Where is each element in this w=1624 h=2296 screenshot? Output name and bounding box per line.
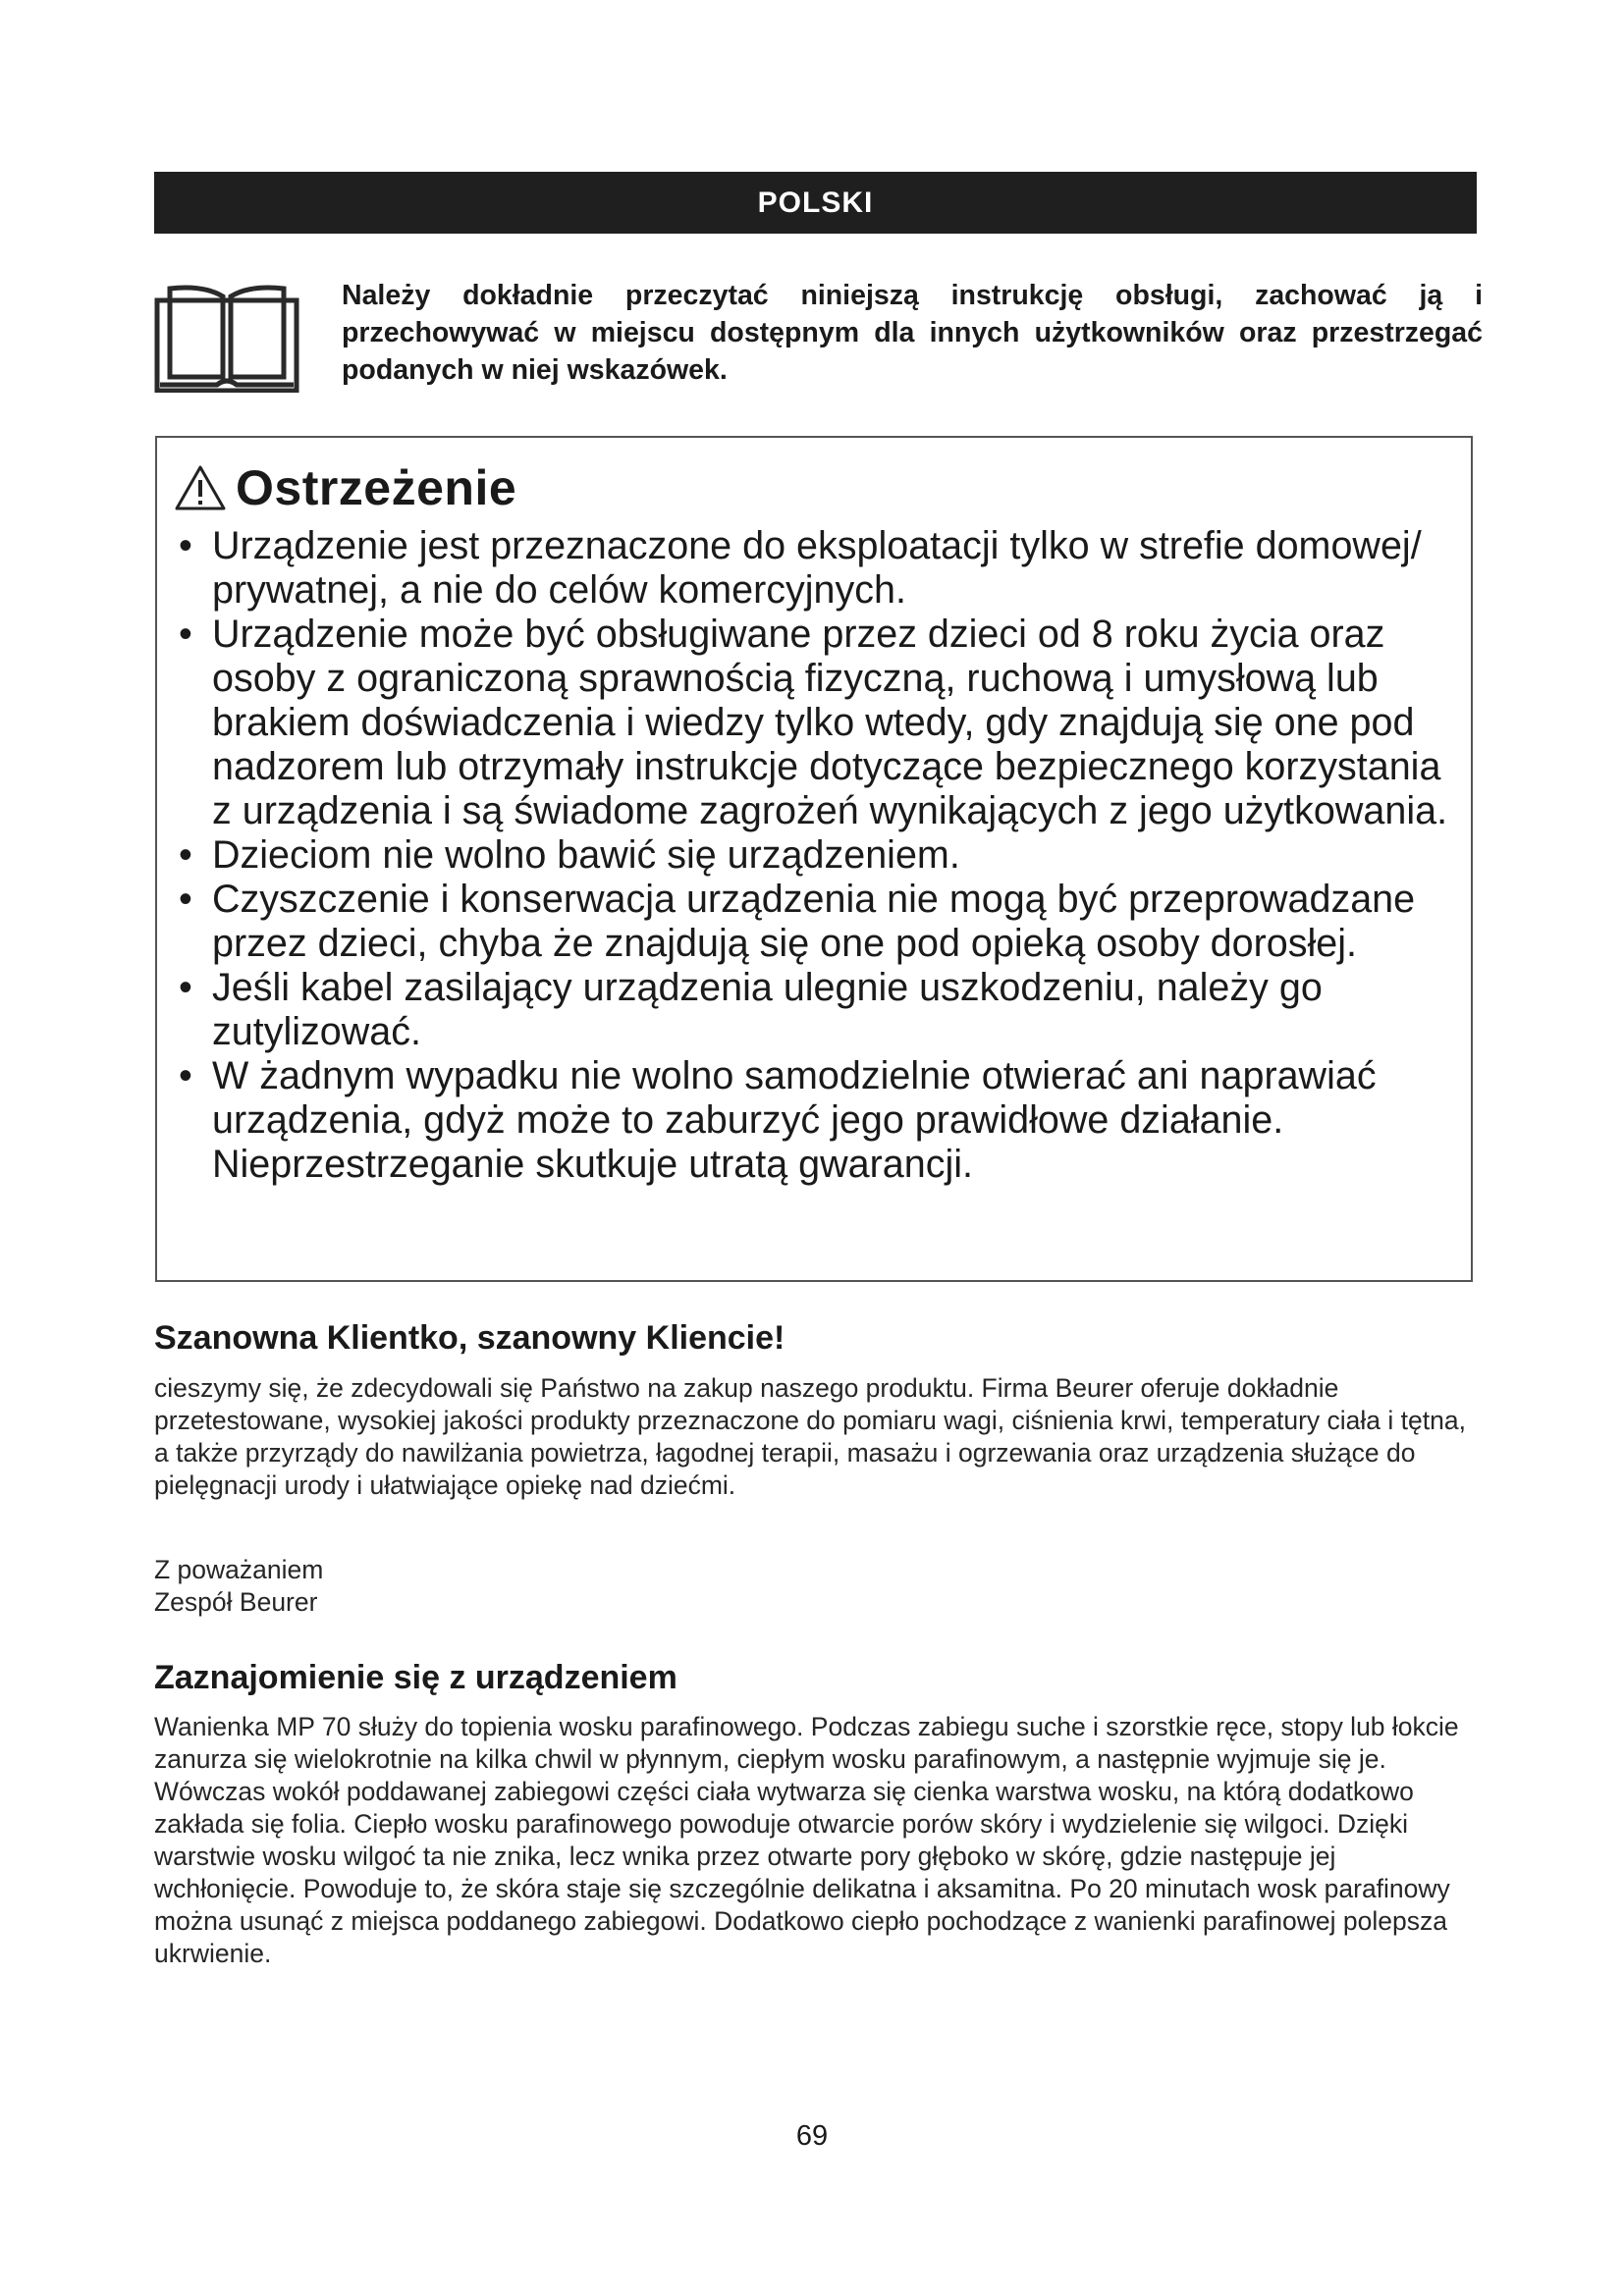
language-header-bar [154,172,1477,234]
greeting-body: cieszymy się, że zdecydowali się Państwo na zakup naszego produktu. Firma Beurer oferuje dokładnie przetestowane, wysokiej jakości produkty przeznaczone do pomiaru wagi, ciśnienia krwi, temperatury ciała i tętna, a także przyrządy do nawilżania powietrza, łagodnej terapii, masażu i ogrzewania oraz urządzenia służące do pielęgnacji urody i ułatwiające opiekę nad dziećmi. [154,1373,1466,1500]
warning-box [155,436,1473,1282]
warning-item: • Jeśli kabel zasilający urządzenia ulegnie uszkodzeniu, należy go zutylizować. [179,966,1323,1053]
warning-item-text: W żadnym wypadku nie wolno samodzielnie otwierać ani naprawiać urządzenia, gdyż może to zaburzyć jego prawidłowe działanie. Nieprzestrzeganie skutkuje utratą gwarancji. [212,1054,1377,1186]
warning-title: Ostrzeżenie [236,460,517,515]
warning-item: • Urządzenie jest przeznaczone do eksploatacji tylko w strefie domowej/ prywatnej, a nie do celów komercyjnych. [179,524,1422,612]
warning-heading [175,459,516,516]
closing-line-2: Zespół Beurer [154,1587,318,1617]
warning-item-text: Jeśli kabel zasilający urządzenia ulegnie uszkodzeniu, należy go zutylizować. [212,966,1323,1053]
warning-item-text: Urządzenie może być obsługiwane przez dzieci od 8 roku życia oraz osoby z ograniczoną sprawnością fizyczną, ruchową i umysłową lub brakiem doświadczenia i wiedzy tylko wtedy, gdy znajdują się one pod nadzorem lub otrzymały instrukcje dotyczące bezpiecznego korzystania z urządzenia i są świadome zagrożeń wynikających z jego użytkowania. [212,613,1448,832]
warning-item-text: Czyszczenie i konserwacja urządzenia nie mogą być przeprowadzane przez dzieci, chyba że znajdują się one pod opieką osoby dorosłej. [212,878,1416,965]
warning-item-text: Urządzenie jest przeznaczone do eksploatacji tylko w strefie domowej/ prywatnej, a nie do celów komercyjnych. [212,524,1422,612]
warning-item: • Urządzenie może być obsługiwane przez dzieci od 8 roku życia oraz osoby z ograniczoną sprawnością fizyczną, ruchową i umysłową lub brakiem doświadczenia i wiedzy tylko wtedy, gdy znajdują się one pod nadzorem lub otrzymały instrukcje dotyczące bezpiecznego korzystania z urządzenia i są świadome zagrożeń wynikających z jego użytkowania. [179,613,1448,832]
device-intro-body: Wanienka MP 70 służy do topienia wosku parafinowego. Podczas zabiegu suche i szorstkie ręce, stopy lub łokcie zanurza się wielokrotnie na kilka chwil w płynnym, ciepłym wosku parafinowym, a następnie wyjmuje się je. Wówczas wokół poddawanej zabiegowi części ciała wytwarza się cienka warstwa wosku, na którą dodatkowo zakłada się folia. Ciepło wosku parafinowego powoduje otwarcie porów skóry i wydzielenie się wilgoci. Dzięki warstwie wosku wilgoć ta nie znika, lecz wnika przez otwarte pory głęboko w skórę, gdzie następuje jej wchłonięcie. Powoduje to, że skóra staje się szczególnie delikatna i aksamitna. Po 20 minutach wosk parafinowy można usunąć z miejsca poddanego zabiegowi. Dodatkowo ciepło pochodzące z wanienki parafinowej polepsza ukrwienie. [154,1712,1459,1968]
warning-item-text: Dzieciom nie wolno bawić się urządzeniem. [212,833,960,877]
closing-line-1: Z poważaniem [154,1555,324,1584]
warning-list [173,524,1459,1187]
language-label: POLSKI [757,186,874,219]
greeting-heading: Szanowna Klientko, szanowny Kliencie! [154,1319,785,1357]
device-intro-heading: Zaznajomienie się z urządzeniem [154,1659,677,1696]
page-number: 69 [795,2120,829,2152]
warning-triangle-icon [175,464,226,511]
book-icon [154,275,299,393]
warning-item: • Czyszczenie i konserwacja urządzenia nie mogą być przeprowadzane przez dzieci, chyba że znajdują się one pod opieką osoby dorosłej. [179,878,1416,965]
intro-text: Należy dokładnie przeczytać niniejszą instrukcję obsługi, zachować ją i przechowywać w miejscu dostępnym dla innych użytkowników oraz przestrzegać podanych w niej wskazówek. [342,280,1483,386]
warning-item: • Dzieciom nie wolno bawić się urządzeniem. [179,833,960,877]
warning-item: • W żadnym wypadku nie wolno samodzielnie otwierać ani naprawiać urządzenia, gdyż może to zaburzyć jego prawidłowe działanie. Nieprzestrzeganie skutkuje utratą gwarancji. [179,1054,1377,1186]
